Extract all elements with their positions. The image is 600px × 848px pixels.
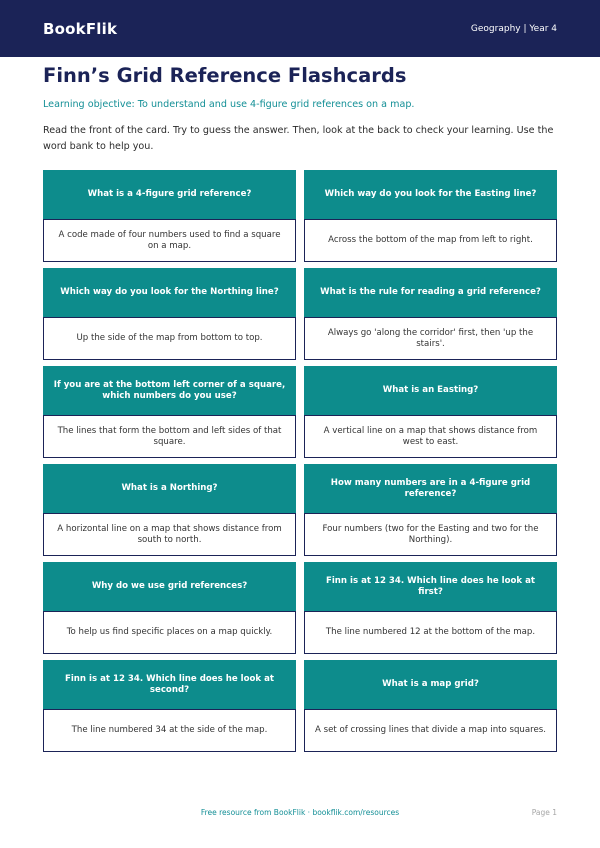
flashcard-front: How many numbers are in a 4-figure grid reference? <box>304 464 557 513</box>
flashcard-front: Which way do you look for the Northing line? <box>43 268 296 317</box>
flashcard-back: Across the bottom of the map from left to right. <box>304 219 557 262</box>
flashcard[interactable] <box>43 660 296 752</box>
flashcard-back: Up the side of the map from bottom to top. <box>43 317 296 360</box>
flashcard-front: What is an Easting? <box>304 366 557 415</box>
flashcard-front: What is a map grid? <box>304 660 557 709</box>
header-bar <box>0 0 600 57</box>
flashcard-front: What is the rule for reading a grid reference? <box>304 268 557 317</box>
page-title: Finn’s Grid Reference Flashcards <box>43 64 407 87</box>
flashcard-front: Which way do you look for the Easting line? <box>304 170 557 219</box>
flashcard[interactable] <box>304 562 557 654</box>
resource-link[interactable]: Free resource from BookFlik · bookflik.com/resources <box>200 808 400 817</box>
flashcard-back: Always go 'along the corridor' first, then 'up the stairs'. <box>304 317 557 360</box>
flashcard-back: To help us find specific places on a map quickly. <box>43 611 296 654</box>
learning-objective: Learning objective: To understand and use 4-figure grid references on a map. <box>43 99 415 110</box>
instructions: Read the front of the card. Try to guess the answer. Then, look at the back to check your learning. Use the word bank to help you. <box>43 125 554 152</box>
flashcard-back: A horizontal line on a map that shows distance from south to north. <box>43 513 296 556</box>
flashcard-back: The line numbered 12 at the bottom of the map. <box>304 611 557 654</box>
flashcard-back: The lines that form the bottom and left sides of that square. <box>43 415 296 458</box>
flashcard-front: Why do we use grid references? <box>43 562 296 611</box>
flashcard[interactable] <box>43 464 296 556</box>
flashcard[interactable] <box>304 366 557 458</box>
flashcard-back: A vertical line on a map that shows distance from west to east. <box>304 415 557 458</box>
flashcard-front: Finn is at 12 34. Which line does he look at second? <box>43 660 296 709</box>
flashcard-front: What is a Northing? <box>43 464 296 513</box>
flashcard-back: Four numbers (two for the Easting and two for the Northing). <box>304 513 557 556</box>
flashcard[interactable] <box>304 660 557 752</box>
flashcard-front: What is a 4-figure grid reference? <box>43 170 296 219</box>
brand-logo[interactable]: BookFlik <box>43 19 118 38</box>
flashcard[interactable] <box>43 562 296 654</box>
flashcard[interactable] <box>304 268 557 360</box>
flashcard[interactable] <box>304 464 557 556</box>
flashcard-grid <box>43 170 557 752</box>
page-number: Page 1 <box>531 808 557 817</box>
flashcard-back: The line numbered 34 at the side of the map. <box>43 709 296 752</box>
flashcard-front: If you are at the bottom left corner of a square, which numbers do you use? <box>43 366 296 415</box>
flashcard[interactable] <box>43 268 296 360</box>
flashcard-back: A code made of four numbers used to find a square on a map. <box>43 219 296 262</box>
flashcard-front: Finn is at 12 34. Which line does he look at first? <box>304 562 557 611</box>
flashcard[interactable] <box>304 170 557 262</box>
subject-year-label: Geography | Year 4 <box>470 23 557 34</box>
flashcard[interactable] <box>43 170 296 262</box>
flashcard-back: A set of crossing lines that divide a map into squares. <box>304 709 557 752</box>
flashcard[interactable] <box>43 366 296 458</box>
